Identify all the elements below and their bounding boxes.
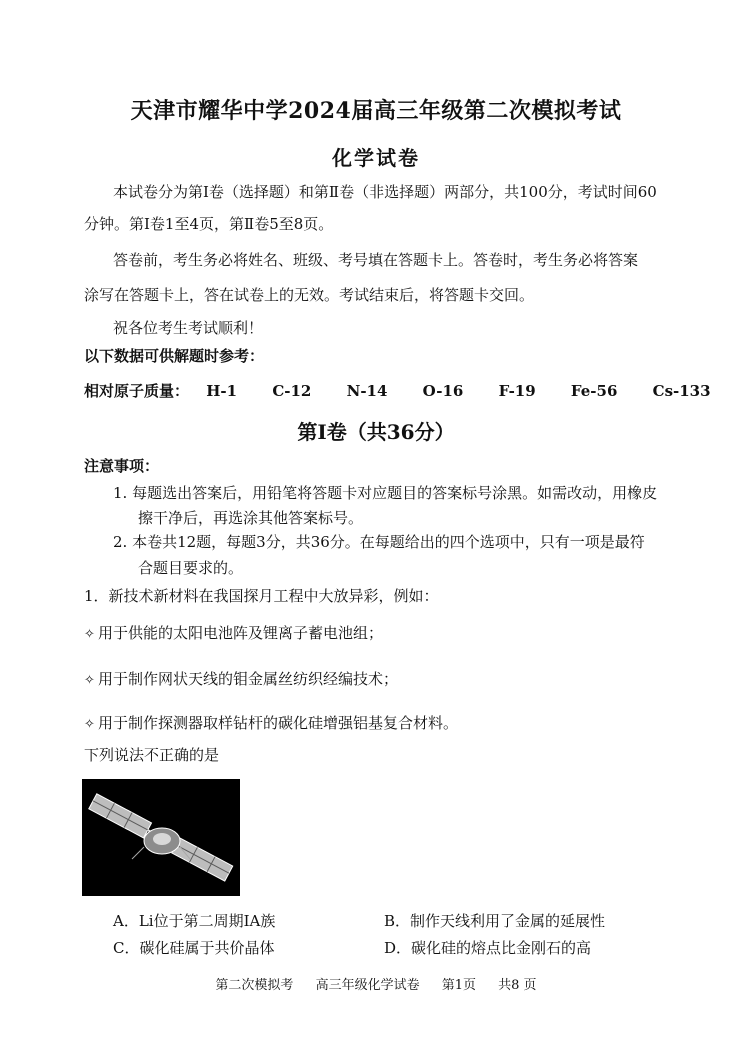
intro-line-1: 本试卷分为第Ⅰ卷（选择题）和第Ⅱ卷（非选择题）两部分，共100分，考试时间60 — [113, 183, 657, 201]
footer-total: 共8 页 — [498, 978, 537, 993]
intro-line-5: 祝各位考生考试顺利！ — [113, 319, 264, 337]
bullet-text: 用于制作网状天线的钼金属丝纺织经编技术； — [98, 670, 399, 688]
option-d: D．碳化硅的熔点比金刚石的高 — [384, 939, 592, 957]
option-c: C．碳化硅属于共价晶体 — [113, 939, 275, 957]
question-1-prompt: 下列说法不正确的是 — [84, 746, 220, 764]
intro-line-4: 涂写在答题卡上，答在试卷上的无效。考试结束后，将答题卡交回。 — [84, 286, 535, 304]
notice-2-line-1: 2. 本卷共12题，每题3分，共36分。在每题给出的四个选项中，只有一项是最符 — [113, 533, 645, 551]
sparkle-icon: ✧ — [84, 717, 95, 732]
notice-heading: 注意事项： — [84, 457, 160, 475]
sparkle-icon: ✧ — [84, 673, 95, 688]
atomic-masses-label: 相对原子质量： — [84, 382, 190, 400]
footer-subject: 高三年级化学试卷 — [315, 978, 420, 993]
footer-exam: 第二次模拟考 — [215, 978, 294, 993]
sparkle-icon: ✧ — [84, 627, 95, 642]
notice-1-line-1: 1. 每题选出答案后，用铅笔将答题卡对应题目的答案标号涂黑。如需改动，用橡皮 — [113, 484, 658, 502]
reference-heading: 以下数据可供解题时参考： — [84, 347, 265, 365]
spacecraft-photo — [82, 779, 240, 896]
mass-n: N-14 — [346, 382, 388, 400]
mass-o: O-16 — [422, 382, 464, 400]
question-1-bullet-1 — [84, 622, 383, 643]
mass-c: C-12 — [272, 382, 312, 400]
option-a: A．Li位于第二周期IA族 — [113, 912, 276, 930]
notice-2-line-2: 合题目要求的。 — [138, 559, 244, 577]
section-title: 第Ⅰ卷（共36分） — [297, 420, 455, 444]
exam-subtitle: 化学试卷 — [332, 146, 420, 170]
page-footer — [0, 974, 752, 993]
bullet-text: 用于供能的太阳电池阵及锂离子蓄电池组； — [98, 624, 384, 642]
question-1-stem: 1．新技术新材料在我国探月工程中大放异彩，例如： — [84, 587, 439, 605]
spacecraft-illustration — [82, 779, 240, 896]
footer-page: 第1页 — [441, 978, 477, 993]
intro-line-3: 答卷前，考生务必将姓名、班级、考号填在答题卡上。答卷时，考生务必将答案 — [113, 251, 639, 269]
mass-f: F-19 — [498, 382, 536, 400]
mass-cs: Cs-133 — [652, 382, 711, 400]
mass-h: H-1 — [206, 382, 238, 400]
question-1-bullet-3 — [84, 712, 458, 733]
atomic-masses — [84, 380, 741, 401]
option-b: B．制作天线利用了金属的延展性 — [384, 912, 606, 930]
question-1-bullet-2 — [84, 668, 398, 689]
mass-fe: Fe-56 — [570, 382, 618, 400]
bullet-text: 用于制作探测器取样钻杆的碳化硅增强铝基复合材料。 — [98, 714, 459, 732]
exam-title: 天津市耀华中学2024届高三年级第二次模拟考试 — [130, 98, 622, 124]
notice-1-line-2: 擦干净后，再选涂其他答案标号。 — [138, 509, 364, 527]
intro-line-2: 分钟。第Ⅰ卷1至4页，第Ⅱ卷5至8页。 — [84, 215, 334, 233]
